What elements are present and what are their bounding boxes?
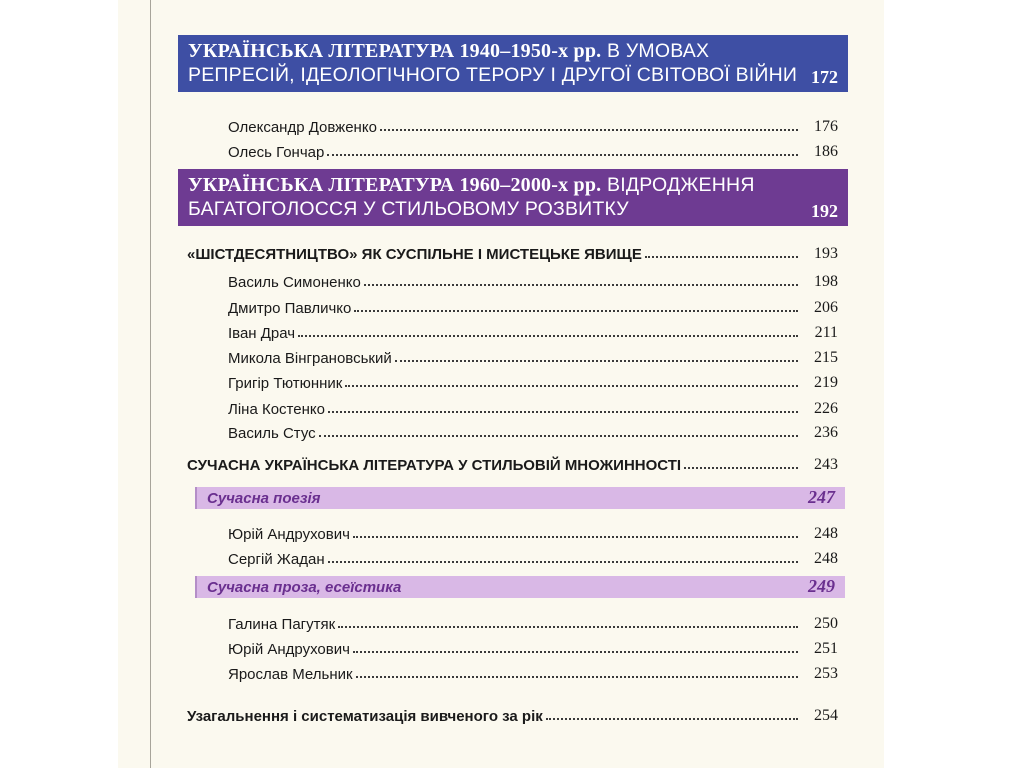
toc-entry[interactable] [228, 114, 838, 136]
toc-entry-page: 193 [810, 245, 838, 263]
dot-leader [328, 561, 798, 563]
toc-entry-title: Микола Вінграновський [228, 350, 392, 367]
toc-entry-page: 248 [810, 550, 838, 568]
toc-entry[interactable] [228, 396, 838, 418]
section-heading-line1 [188, 39, 838, 63]
toc-entry-page: 250 [810, 615, 838, 633]
subsection-page: 247 [808, 487, 835, 507]
section-heading-rest: ВІДРОДЖЕННЯ [607, 174, 755, 196]
dot-leader [356, 676, 798, 678]
toc-entry-title: «ШІСТДЕСЯТНИЦТВО» ЯК СУСПІЛЬНЕ І МИСТЕЦЬКЕ ЯВИЩЕ [187, 246, 642, 263]
dot-leader [328, 411, 798, 413]
subsection-title: Сучасна проза, есеїстика [207, 579, 402, 596]
toc-entry-title: Юрій Андрухович [228, 526, 350, 543]
section-banner-1940-1950 [178, 35, 848, 92]
toc-entry-title: Дмитро Павличко [228, 300, 352, 317]
toc-entry-page: 248 [810, 525, 838, 543]
toc-entry-title: Олександр Довженко [228, 119, 377, 136]
toc-entry[interactable] [228, 139, 838, 161]
subsection-band-poetry[interactable] [195, 487, 845, 509]
toc-chapter-entry[interactable] [187, 452, 838, 474]
toc-entry[interactable] [228, 636, 838, 658]
toc-chapter-entry[interactable] [187, 703, 838, 725]
toc-entry-title: Василь Симоненко [228, 274, 361, 291]
dot-leader [338, 626, 798, 628]
dot-leader [345, 385, 798, 387]
toc-entry-page: 215 [810, 349, 838, 367]
toc-entry-page: 206 [810, 299, 838, 317]
page-margin-rule [150, 0, 151, 768]
toc-entry[interactable] [228, 320, 838, 342]
section-heading-bold: УКРАЇНСЬКА ЛІТЕРАТУРА 1960–2000-х рр. [188, 174, 602, 196]
section-heading-line2: РЕПРЕСІЙ, ІДЕОЛОГІЧНОГО ТЕРОРУ І ДРУГОЇ СВІТОВОЇ ВІЙНИ [188, 64, 798, 86]
dot-leader [354, 310, 798, 312]
toc-entry-title: СУЧАСНА УКРАЇНСЬКА ЛІТЕРАТУРА У СТИЛЬОВІЙ МНОЖИННОСТІ [187, 457, 682, 474]
toc-entry[interactable] [228, 269, 838, 291]
toc-entry-page: 253 [810, 665, 838, 683]
toc-entry-title: Юрій Андрухович [228, 641, 350, 658]
toc-entry-page: 176 [810, 118, 838, 136]
toc-entry[interactable] [228, 546, 838, 568]
subsection-title: Сучасна поезія [207, 490, 321, 507]
toc-entry-title: Ярослав Мельник [228, 666, 353, 683]
toc-entry[interactable] [228, 521, 838, 543]
toc-entry[interactable] [228, 420, 838, 442]
section-heading-line2: БАГАТОГОЛОССЯ У СТИЛЬОВОМУ РОЗВИТКУ [188, 198, 629, 220]
toc-entry[interactable] [228, 295, 838, 317]
subsection-page: 249 [808, 576, 835, 596]
toc-entry-title: Узагальнення і систематизація вивченого за рік [187, 708, 543, 725]
dot-leader [319, 435, 798, 437]
toc-entry-page: 236 [810, 424, 838, 442]
section-page-number: 192 [811, 201, 838, 221]
dot-leader [380, 129, 798, 131]
subsection-band-prose[interactable] [195, 576, 845, 598]
toc-entry-title: Іван Драч [228, 325, 296, 342]
dot-leader [684, 467, 798, 469]
toc-entry-page: 198 [810, 273, 838, 291]
toc-chapter-entry[interactable] [187, 241, 838, 263]
toc-entry-page: 254 [810, 707, 838, 725]
toc-entry-page: 211 [811, 324, 838, 342]
toc-entry-title: Ліна Костенко [228, 401, 325, 418]
dot-leader [327, 154, 798, 156]
toc-entry-page: 243 [810, 456, 838, 474]
toc-entry-page: 186 [810, 143, 838, 161]
section-heading-line1 [188, 173, 838, 197]
toc-entry-page: 219 [810, 374, 838, 392]
dot-leader [298, 335, 798, 337]
toc-entry-title: Галина Пагутяк [228, 616, 336, 633]
dot-leader [395, 360, 798, 362]
dot-leader [353, 651, 798, 653]
toc-entry[interactable] [228, 345, 838, 367]
dot-leader [364, 284, 798, 286]
dot-leader [546, 718, 798, 720]
toc-entry[interactable] [228, 611, 838, 633]
toc-entry[interactable] [228, 370, 838, 392]
toc-entry-title: Сергій Жадан [228, 551, 325, 568]
section-heading-rest: В УМОВАХ [607, 40, 710, 62]
section-page-number: 172 [811, 67, 838, 87]
dot-leader [645, 256, 798, 258]
toc-entry-title: Григір Тютюнник [228, 375, 343, 392]
toc-entry-page: 251 [810, 640, 838, 658]
dot-leader [353, 536, 798, 538]
section-banner-1960-2000 [178, 169, 848, 226]
section-heading-bold: УКРАЇНСЬКА ЛІТЕРАТУРА 1940–1950-х рр. [188, 40, 602, 62]
toc-entry[interactable] [228, 661, 838, 683]
toc-entry-title: Василь Стус [228, 425, 316, 442]
toc-entry-page: 226 [810, 400, 838, 418]
toc-entry-title: Олесь Гончар [228, 144, 325, 161]
